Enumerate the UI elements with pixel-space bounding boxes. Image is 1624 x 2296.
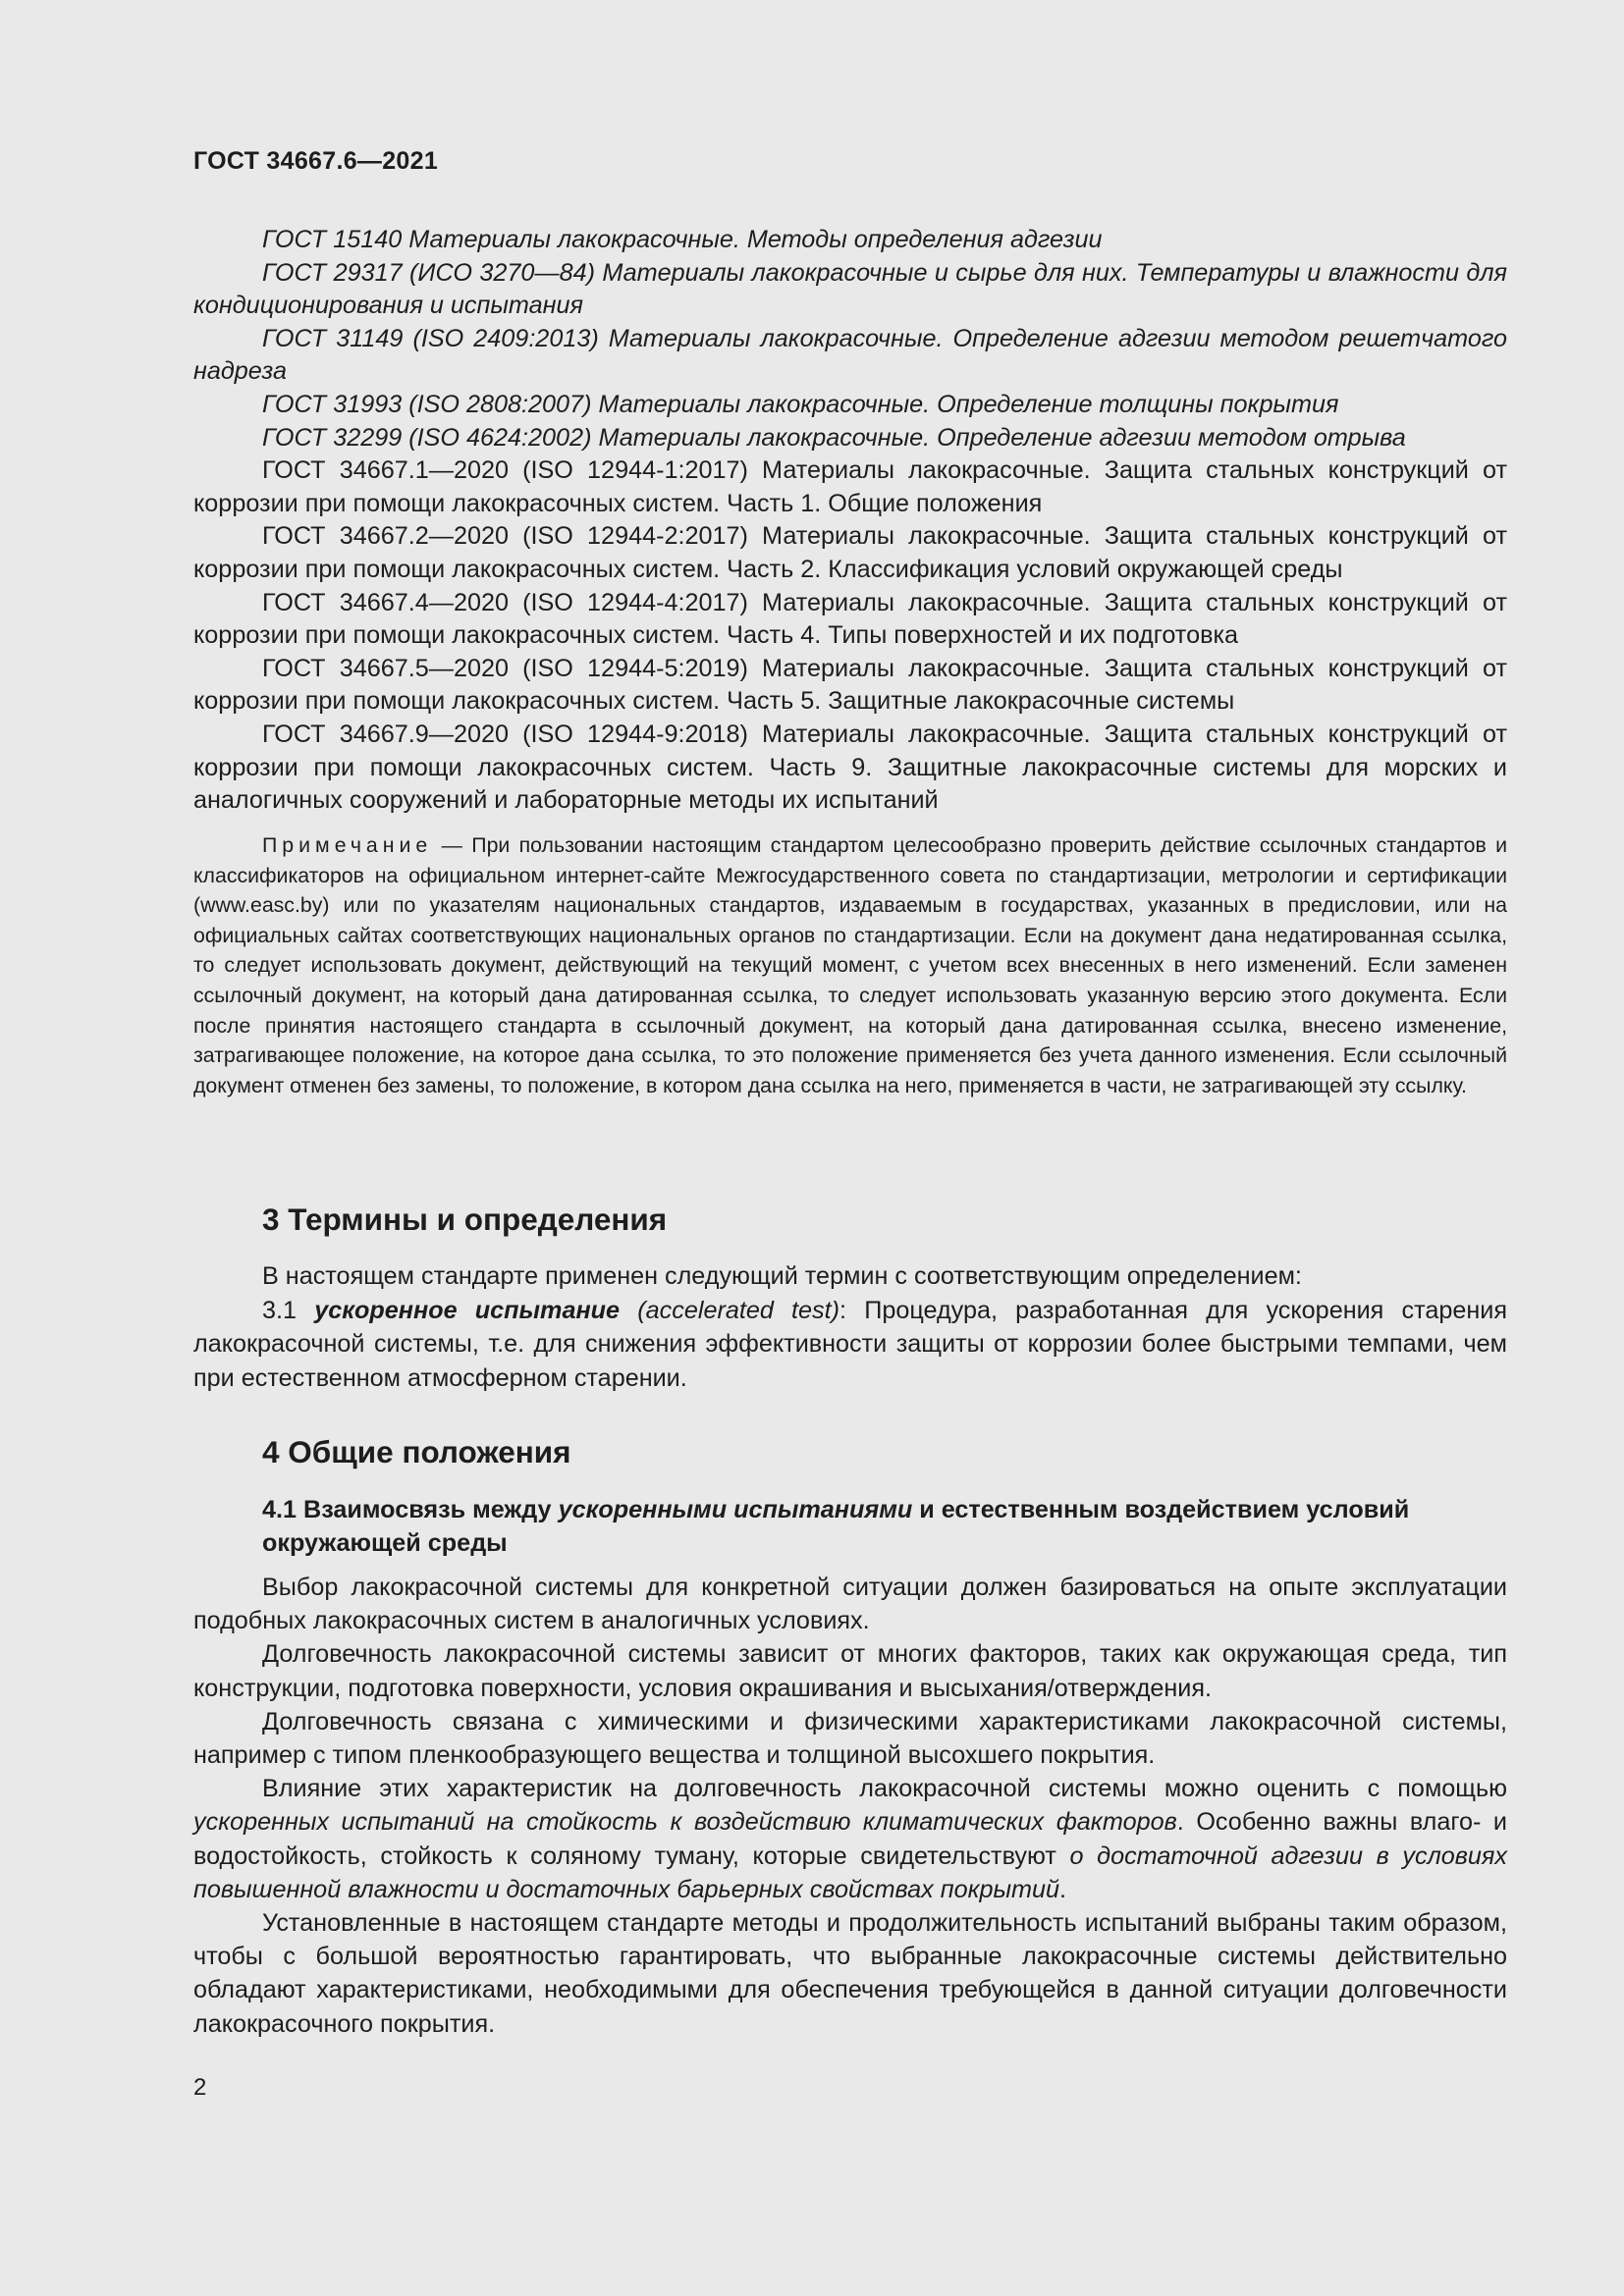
term-english: (accelerated test) <box>620 1296 840 1324</box>
term-colon: : <box>839 1296 865 1324</box>
body-paragraph: Установленные в настоящем стандарте методы и продолжительность испытаний выбраны таким образом, чтобы с большой вероятностью гарантировать, что выбранные лакокрасочные системы действительно обладают характеристиками, необходимыми для обеспечения требующейся в данной ситуации долговечности лакокрасочного покрытия. <box>193 1909 1507 2038</box>
page-number: 2 <box>193 2074 207 2101</box>
term-definition <box>193 1294 1507 1396</box>
reference-item: ГОСТ 15140 Материалы лакокрасочные. Методы определения адгезии <box>262 226 1103 253</box>
paragraph-italic-part: ускоренных испытаний на стойкость к воздействию климатических факторов <box>193 1808 1177 1837</box>
body-paragraph <box>193 1772 1507 1906</box>
body-paragraph: Долговечность связана с химическими и физическими характеристиками лакокрасочной системы, например с типом пленкообразующего вещества и толщиной высохшего покрытия. <box>193 1707 1507 1770</box>
reference-item: ГОСТ 31993 (ISO 2808:2007) Материалы лакокрасочные. Определение толщины покрытия <box>262 390 1339 418</box>
section-4-heading: 4 Общие положения <box>262 1434 571 1469</box>
document-code-header: ГОСТ 34667.6—2021 <box>193 147 439 175</box>
paragraph-italic-part: о достаточной адгезии в условиях повышенной влажности и достаточных барьерных свойствах покрытий <box>193 1842 1507 1903</box>
term-number: 3.1 <box>262 1296 315 1324</box>
note-dash: — <box>432 833 472 857</box>
reference-item: ГОСТ 34667.2—2020 (ISO 12944-2:2017) Материалы лакокрасочные. Защита стальных конструкций от коррозии при помощи лакокрасочных систем. Часть 2. Классификация условий окружающей среды <box>193 522 1507 583</box>
normative-references-list <box>193 224 1507 818</box>
paragraph-part: Влияние этих характеристик на долговечность лакокрасочной системы можно оценить с помощью <box>262 1775 1507 1803</box>
reference-item: ГОСТ 34667.5—2020 (ISO 12944-5:2019) Материалы лакокрасочные. Защита стальных конструкций от коррозии при помощи лакокрасочных систем. Часть 5. Защитные лакокрасочные системы <box>193 654 1507 716</box>
terms-intro: В настоящем стандарте применен следующий термин с соответствующим определением: <box>262 1262 1302 1290</box>
note-paragraph <box>193 830 1507 1100</box>
note-text: При пользовании настоящим стандартом целесообразно проверить действие ссылочных стандартов и классификаторов на официальном интернет-сайте Межгосударственного совета по стандартизации, метрологии и сертификации (www.easc.by) или по указателям национальных стандартов, издаваемым в государствах, указанных в предисловии, или на официальных сайтах соответствующих национальных органов по стандартизации. Если на документ дана недатированная ссылка, то следует использовать документ, действующий на текущий момент, с учетом всех внесенных в него изменений. Если заменен ссылочный документ, на который дана датированная ссылка, то следует использовать указанную версию этого документа. Если после принятия настоящего стандарта в ссылочный документ, на который дана датированная ссылка, внесено изменение, затрагивающее положение, на которое дана ссылка, то это положение применяется без учета данного изменения. Если ссылочный документ отменен без замены, то положение, в котором дана ссылка на него, применяется в части, не затрагивающей эту ссылку. <box>193 833 1507 1097</box>
note-label: Примечание <box>262 833 433 857</box>
body-paragraph: Долговечность лакокрасочной системы зависит от многих факторов, таких как окружающая среда, тип конструкции, подготовка поверхности, условия окрашивания и высыхания/отверждения. <box>193 1640 1507 1702</box>
reference-item: ГОСТ 32299 (ISO 4624:2002) Материалы лакокрасочные. Определение адгезии методом отрыва <box>262 423 1406 452</box>
paragraph-part: . Особенно важны влаго- и водостойкость, стойкость к соляному туману, которые свидетельствуют <box>193 1808 1507 1870</box>
subsection-4-1-heading <box>262 1493 1507 1560</box>
term-definition-text: Процедура, разработанная для ускорения старения лакокрасочной системы, т.е. для снижения эффективности защиты от коррозии более быстрыми темпами, чем при естественном атмосферном старении. <box>193 1296 1507 1392</box>
reference-item: ГОСТ 34667.4—2020 (ISO 12944-4:2017) Материалы лакокрасочные. Защита стальных конструкций от коррозии при помощи лакокрасочных систем. Часть 4. Типы поверхностей и их подготовка <box>193 588 1507 650</box>
reference-item: ГОСТ 34667.9—2020 (ISO 12944-9:2018) Материалы лакокрасочные. Защита стальных конструкций от коррозии при помощи лакокрасочных систем. Часть 9. Защитные лакокрасочные системы для морских и аналогичных сооружений и лабораторные методы их испытаний <box>193 720 1507 815</box>
term-name: ускоренное испытание <box>314 1296 621 1324</box>
general-provisions-body <box>193 1571 1507 2041</box>
reference-item: ГОСТ 31149 (ISO 2409:2013) Материалы лакокрасочные. Определение адгезии методом решетчатого надреза <box>193 324 1507 386</box>
reference-item: ГОСТ 29317 (ИСО 3270—84) Материалы лакокрасочные и сырье для них. Температуры и влажности для кондиционирования и испытания <box>193 258 1507 320</box>
subsection-title-part: 4.1 Взаимосвязь между <box>262 1496 559 1523</box>
subsection-title-part: и естественным воздействием условий окружающей среды <box>262 1496 1410 1557</box>
body-paragraph: Выбор лакокрасочной системы для конкретной ситуации должен базироваться на опыте эксплуатации подобных лакокрасочных систем в аналогичных условиях. <box>193 1574 1507 1635</box>
paragraph-part: . <box>1059 1875 1067 1903</box>
reference-item: ГОСТ 34667.1—2020 (ISO 12944-1:2017) Материалы лакокрасочные. Защита стальных конструкций от коррозии при помощи лакокрасочных систем. Часть 1. Общие положения <box>193 456 1507 517</box>
section-3-heading: 3 Термины и определения <box>262 1201 668 1237</box>
subsection-title-italic: ускоренными испытаниями <box>558 1496 913 1523</box>
terms-section-body <box>193 1259 1507 1395</box>
